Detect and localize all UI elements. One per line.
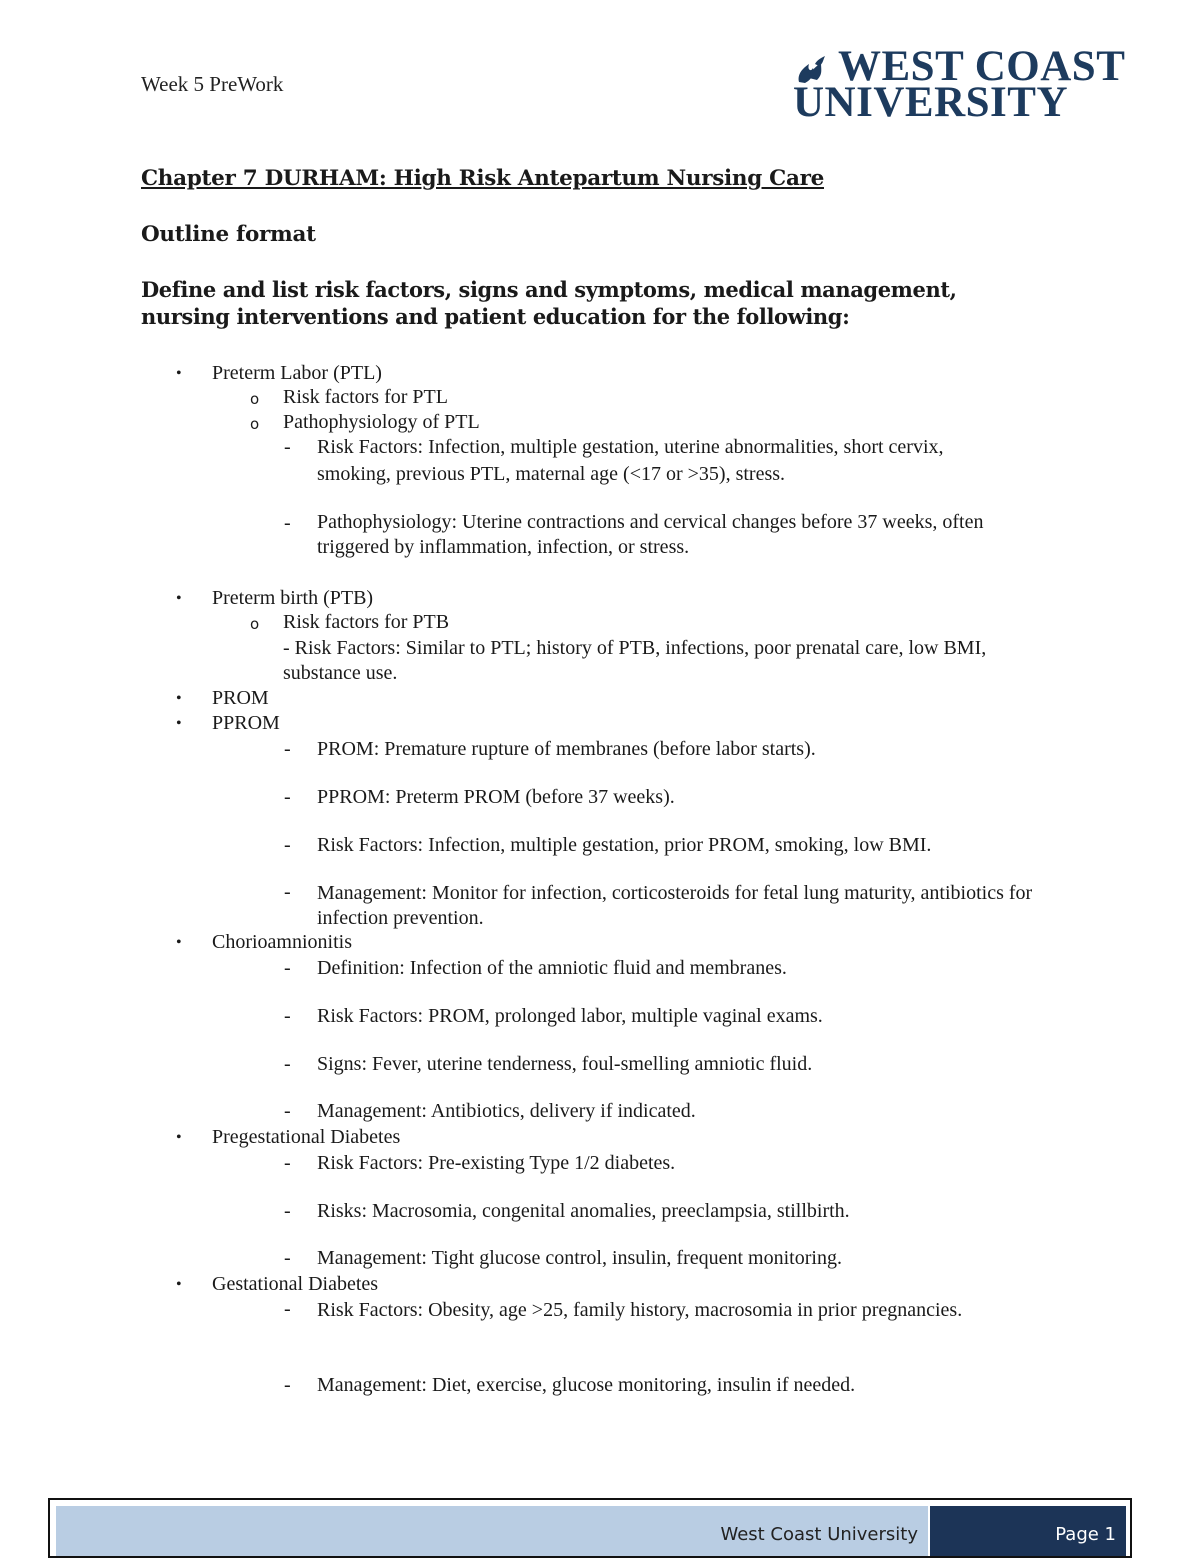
logo-text-line2: UNIVERSITY [793,79,1069,126]
bullet-icon: • [176,590,182,607]
instructions: Define and list risk factors, signs and symptoms, medical management, nursing interventions and patient education for the following: [141,277,957,329]
bullet-icon: • [176,1129,182,1146]
subtitle: Outline format [141,222,316,247]
list-item: Pregestational Diabetes [212,1126,401,1148]
list-item: PROM [212,687,269,709]
list-item: Preterm Labor (PTL) [212,362,382,384]
list-item: Risk factors for PTL [283,386,448,408]
dash-icon: - [284,1005,291,1027]
list-item: Management: Monitor for infection, corticosteroids for fetal lung maturity, antibiotics for infection prevention. [317,882,1033,929]
footer-page-box [930,1506,1126,1556]
circle-bullet-icon: o [250,615,260,633]
list-item: Preterm birth (PTB) [212,587,374,609]
list-item: PPROM: Preterm PROM (before 37 weeks). [317,786,675,808]
list-item: PROM: Premature rupture of membranes (before labor starts). [317,738,816,760]
list-item: Risk Factors: Pre-existing Type 1/2 diabetes. [317,1152,676,1174]
list-item: Management: Antibiotics, delivery if indicated. [317,1100,696,1122]
dash-icon: - [284,786,291,808]
dash-icon: - [284,1247,291,1269]
list-item: Pathophysiology: Uterine contractions and cervical changes before 37 weeks, often triggered by inflammation, infection, or stress. [317,511,984,558]
list-item: Risk Factors: Infection, multiple gestation, uterine abnormalities, short cervix, smoking, previous PTL, maternal age (<17 or >35), stress. [317,436,944,485]
circle-bullet-icon: o [250,390,260,408]
dash-icon: - [284,881,291,903]
list-item: Gestational Diabetes [212,1273,379,1295]
dash-icon: - [284,1374,291,1396]
page-number: Page 1 [1055,1524,1116,1545]
list-item: PPROM [212,712,280,734]
list-item: Management: Tight glucose control, insulin, frequent monitoring. [317,1247,842,1269]
circle-bullet-icon: o [250,415,260,433]
footer-org-name: West Coast University [720,1524,918,1545]
list-item: Signs: Fever, uterine tenderness, foul-smelling amniotic fluid. [317,1053,813,1075]
dash-icon: - [284,738,291,760]
bullet-icon: • [176,715,182,732]
bullet-icon: • [176,365,182,382]
list-item: Definition: Infection of the amniotic fluid and membranes. [317,957,787,979]
list-item: Risk Factors: Obesity, age >25, family history, macrosomia in prior pregnancies. [317,1299,963,1321]
list-item: Risk factors for PTB [283,611,450,633]
dash-icon: - [284,957,291,979]
list-item: Risk Factors: PROM, prolonged labor, multiple vaginal exams. [317,1005,823,1027]
university-logo [793,42,1126,126]
list-item: - Risk Factors: Similar to PTL; history of PTB, infections, poor prenatal care, low BMI, substance use. [283,637,987,684]
dash-icon: - [284,512,291,534]
dash-icon: - [284,1200,291,1222]
header-text: Week 5 PreWork [141,72,284,96]
dash-icon: - [284,436,291,458]
dash-icon: - [284,1053,291,1075]
dash-icon: - [284,834,291,856]
bullet-icon: • [176,934,182,951]
footer-band [56,1506,928,1556]
dash-icon: - [284,1100,291,1122]
dash-icon: - [284,1298,291,1320]
list-item: Chorioamnionitis [212,931,352,953]
dash-icon: - [284,1152,291,1174]
bullet-icon: • [176,1276,182,1293]
list-item: Risks: Macrosomia, congenital anomalies, preeclampsia, stillbirth. [317,1200,850,1222]
chapter-title: Chapter 7 DURHAM: High Risk Antepartum Nursing Care [141,166,824,191]
list-item: Risk Factors: Infection, multiple gestation, prior PROM, smoking, low BMI. [317,834,932,856]
list-item: Pathophysiology of PTL [283,411,480,433]
bullet-icon: • [176,690,182,707]
page-footer [48,1498,1132,1558]
list-item: Management: Diet, exercise, glucose monitoring, insulin if needed. [317,1374,856,1396]
logo-text-line1: WEST COAST [838,43,1126,90]
